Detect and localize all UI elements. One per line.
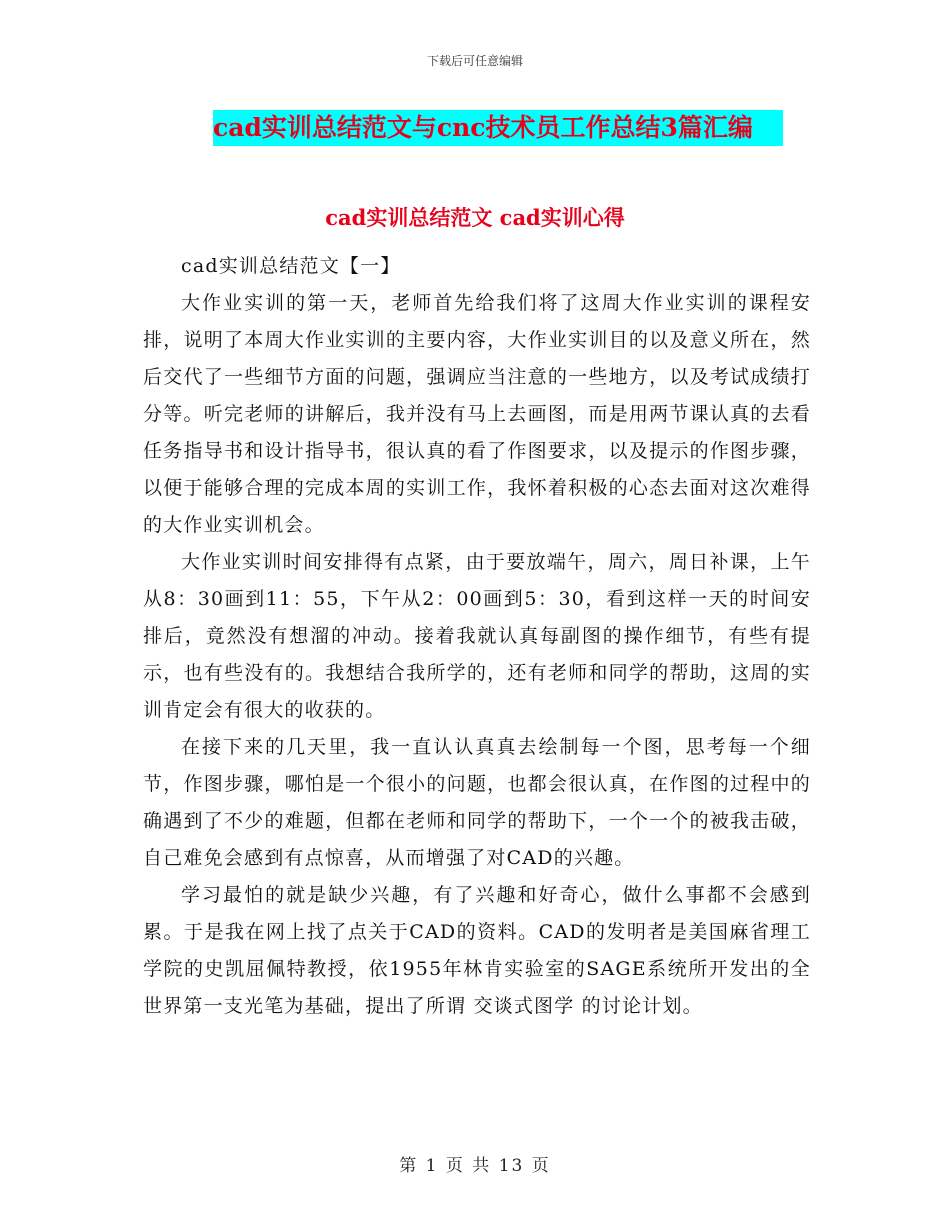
document-title: cad实训总结范文与cnc技术员工作总结3篇汇编 [213,110,783,146]
paragraph-3: 在接下来的几天里，我一直认认真真去绘制每一个图，思考每一个细节，作图步骤，哪怕是一个很小的问题，也都会很认真，在作图的过程中的确遇到了不少的难题，但都在老师和同学的帮助下，一个一个的被我击破，自己难免会感到有点惊喜，从而增强了对CAD的兴趣。 [143,736,811,869]
section-heading: cad实训总结范文 cad实训心得 [325,205,625,230]
header-note: 下载后可任意编辑 [426,54,523,68]
paragraph-2: 大作业实训时间安排得有点紧，由于要放端午，周六，周日补课，上午从8：30画到11：55，下午从2：00画到5：30，看到这样一天的时间安排后，竟然没有想溜的冲动。接着我就认真每副图的操作细节，有些有提示，也有些没有的。我想结合我所学的，还有老师和同学的帮助，这周的实训肯定会有很大的收获的。 [143,551,811,721]
paragraph-1: 大作业实训的第一天，老师首先给我们将了这周大作业实训的课程安排，说明了本周大作业实训的主要内容，大作业实训目的以及意义所在，然后交代了一些细节方面的问题，强调应当注意的一些地方，以及考试成绩打分等。听完老师的讲解后，我并没有马上去画图，而是用两节课认真的去看任务指导书和设计指导书，很认真的看了作图要求，以及提示的作图步骤，以便于能够合理的完成本周的实训工作，我怀着积极的心态去面对这次难得的大作业实训机会。 [143,292,811,536]
paragraph-4: 学习最怕的就是缺少兴趣，有了兴趣和好奇心，做什么事都不会感到累。于是我在网上找了点关于CAD的资料。CAD的发明者是美国麻省理工学院的史凯屈佩特教授，依1955年林肯实验室的SAGE系统所开发出的全世界第一支光笔为基础，提出了所谓 交谈式图学 的讨论计划。 [143,884,811,1017]
body-text [143,248,811,1025]
page-number: 第 1 页 共 13 页 [399,1156,551,1176]
section-label: cad实训总结范文【一】 [181,255,401,277]
